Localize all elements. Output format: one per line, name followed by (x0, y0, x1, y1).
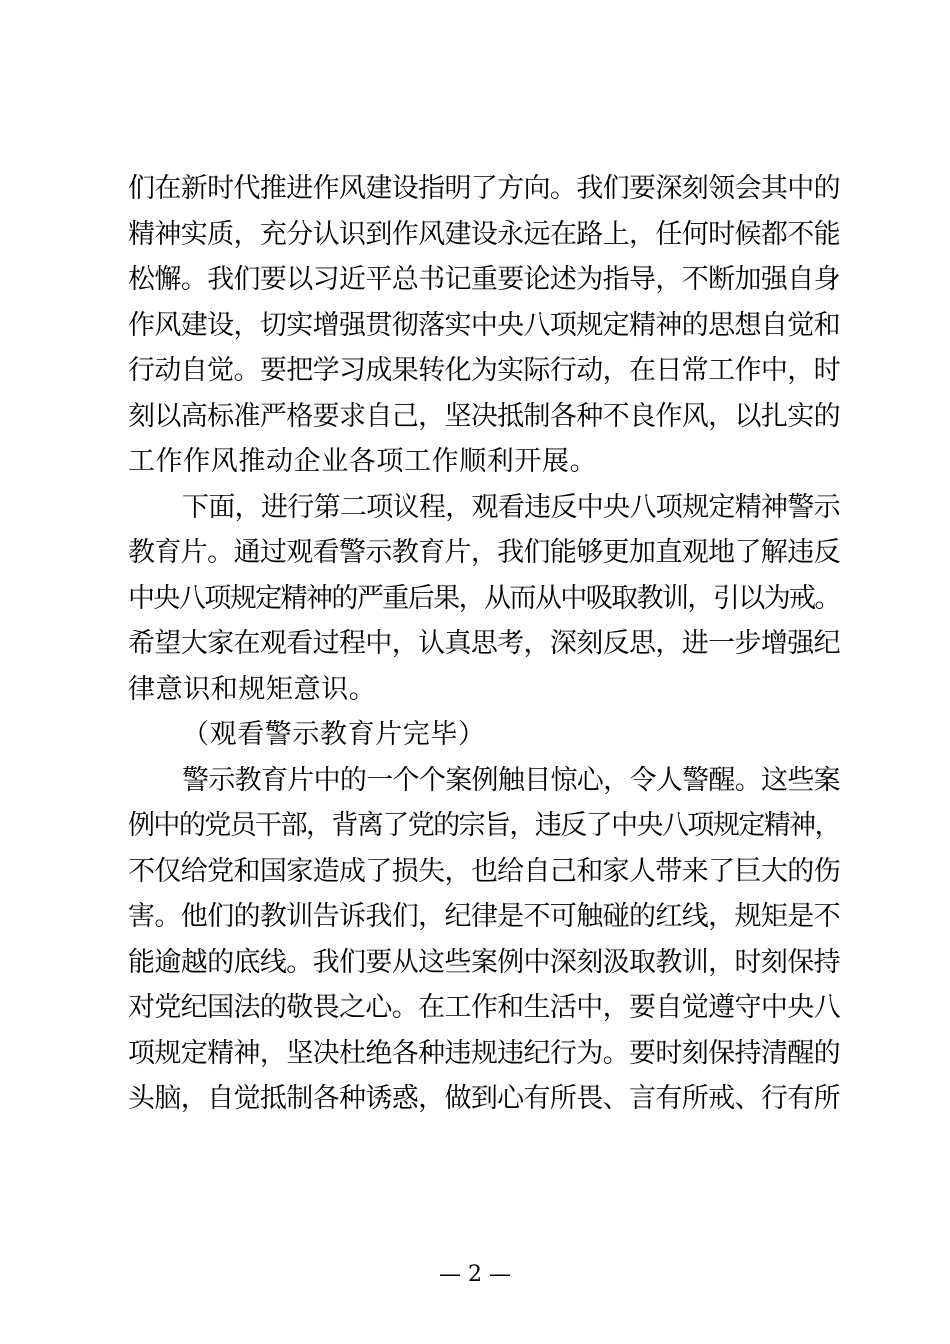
text-line (128, 576, 838, 622)
text-line-content: 松懈。我们要以习近平总书记重要论述为指导，不断加强自身 (128, 264, 840, 295)
text-line-content: 项规定精神，坚决杜绝各种违规违纪行为。要时刻保持清醒的 (128, 1037, 840, 1069)
text-line-content: 希望大家在观看过程中，认真思考，深刻反思，进一步增强纪 (128, 628, 840, 659)
text-line-content: 刻以高标准严格要求自己，坚决抵制各种不良作风，以扎实的 (128, 400, 840, 432)
text-line (128, 303, 838, 349)
text-line-content: 警示教育片中的一个个案例触目惊心，令人警醒。这些案 (182, 764, 840, 796)
text-line (128, 849, 838, 895)
text-line (128, 940, 838, 986)
text-line (128, 803, 838, 849)
text-line-content: 例中的党员干部，背离了党的宗旨，违反了中央八项规定精神， (128, 810, 840, 841)
text-line-content: 害。他们的教训告诉我们，纪律是不可触碰的红线，规矩是不 (128, 901, 840, 932)
text-line-content: 下面，进行第二项议程，观看违反中央八项规定精神警示 (182, 491, 840, 523)
text-line (128, 394, 838, 440)
text-line (128, 166, 838, 212)
text-line (128, 485, 838, 531)
text-line-content: 中央八项规定精神的严重后果，从而从中吸取教训，引以为戒。 (128, 582, 840, 614)
text-line-content: 对党纪国法的敬畏之心。在工作和生活中，要自觉遵守中央八 (128, 992, 840, 1023)
text-line (128, 212, 838, 258)
text-line-content: 头脑，自觉抵制各种诱惑，做到心有所畏、言有所戒、行有所 (128, 1083, 840, 1114)
text-line-content: 精神实质，充分认识到作风建设永远在路上，任何时候都不能 (128, 218, 840, 250)
text-line (128, 1031, 838, 1077)
text-line (128, 712, 838, 758)
text-line-content: 们在新时代推进作风建设指明了方向。我们要深刻领会其中的 (128, 173, 840, 204)
text-line (128, 894, 838, 940)
text-line-content: 行动自觉。要把学习成果转化为实际行动，在日常工作中，时 (128, 355, 840, 386)
text-line (128, 1076, 838, 1122)
text-line (128, 257, 838, 303)
text-line-content: 能逾越的底线。我们要从这些案例中深刻汲取教训，时刻保持 (128, 946, 840, 978)
text-line (128, 621, 838, 667)
text-line-content: 工作作风推动企业各项工作顺利开展。 (128, 446, 598, 477)
text-line (128, 985, 838, 1031)
text-line-content: 律意识和规矩意识。 (128, 673, 377, 705)
page-number: — 2 — (439, 1262, 511, 1287)
text-line-content: 作风建设，切实增强贯彻落实中央八项规定精神的思想自觉和 (128, 309, 840, 341)
text-line (128, 667, 838, 713)
text-line-content: 不仅给党和国家造成了损失，也给自己和家人带来了巨大的伤 (128, 855, 840, 887)
text-line (128, 348, 838, 394)
body-text (128, 166, 838, 1122)
text-line (128, 758, 838, 804)
text-line-content: 教育片。通过观看警示教育片，我们能够更加直观地了解违反 (128, 537, 840, 568)
text-line (128, 530, 838, 576)
text-line (128, 439, 838, 485)
text-line-content: （观看警示教育片完毕） (182, 719, 486, 750)
